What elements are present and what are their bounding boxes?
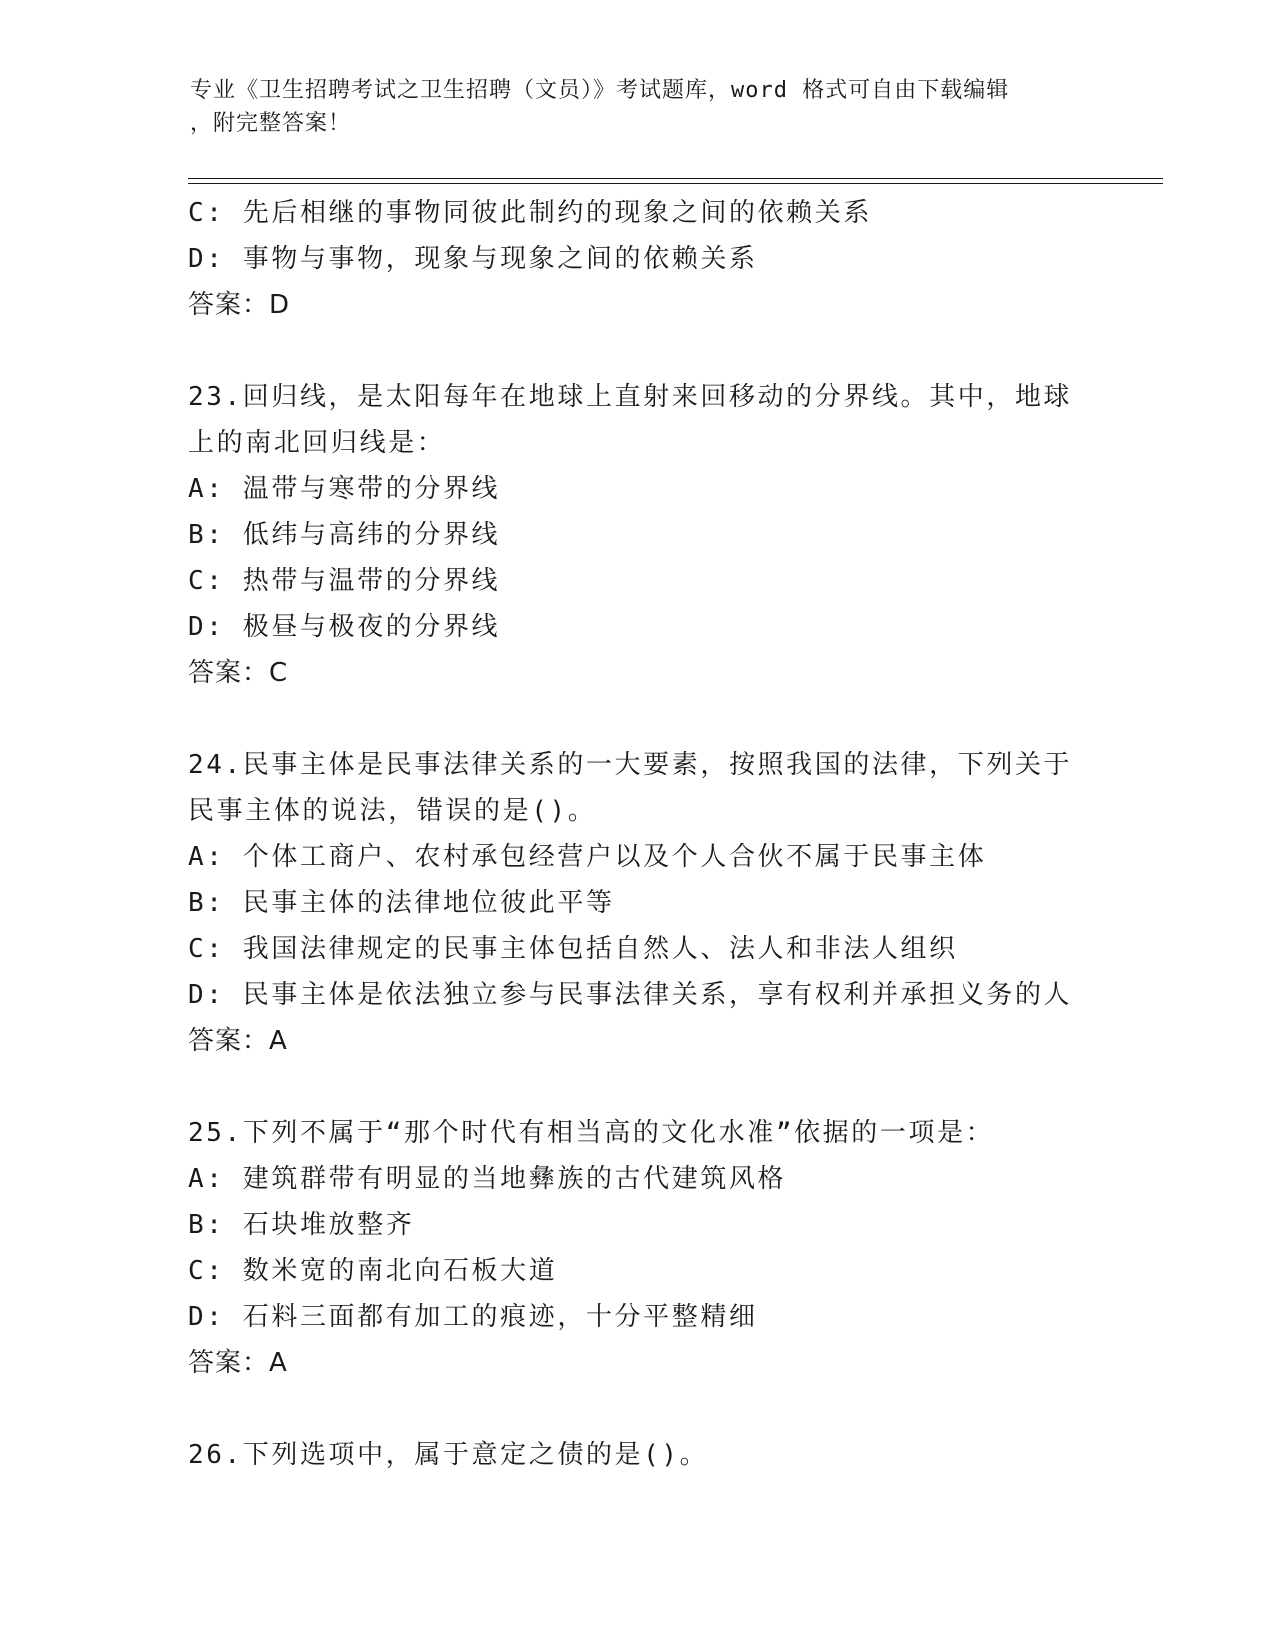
option-d: D: 民事主体是依法独立参与民事法律关系，享有权利并承担义务的人 — [188, 980, 1073, 1010]
question-stem: 24.民事主体是民事法律关系的一大要素，按照我国的法律，下列关于 — [188, 750, 1073, 780]
answer-line: 答案：C — [188, 658, 289, 688]
question-content — [188, 190, 1108, 1478]
header-divider-top — [188, 178, 1163, 179]
question-stem: 23.回归线，是太阳每年在地球上直射来回移动的分界线。其中，地球 — [188, 382, 1073, 412]
option-b: B: 石块堆放整齐 — [188, 1210, 415, 1240]
option-a: A: 温带与寒带的分界线 — [188, 474, 501, 504]
header-title-line2: ，附完整答案！ — [190, 111, 352, 136]
option-c: C: 我国法律规定的民事主体包括自然人、法人和非法人组织 — [188, 934, 958, 964]
header-title-line1: 专业《卫生招聘考试之卫生招聘（文员）》考试题库，word 格式可自由下载编辑 — [190, 78, 1010, 103]
spacer — [188, 1386, 1108, 1432]
option-c: C: 数米宽的南北向石板大道 — [188, 1256, 558, 1286]
question-stem-continued: 民事主体的说法，错误的是()。 — [188, 796, 597, 826]
prev-question — [188, 190, 1108, 328]
spacer — [188, 328, 1108, 374]
option-d: D: 事物与事物，现象与现象之间的依赖关系 — [188, 244, 758, 274]
spacer — [188, 1064, 1108, 1110]
option-d: D: 极昼与极夜的分界线 — [188, 612, 501, 642]
question-stem-continued: 上的南北回归线是： — [188, 428, 446, 458]
page-header — [190, 74, 1090, 140]
option-a: A: 个体工商户、农村承包经营户以及个人合伙不属于民事主体 — [188, 842, 987, 872]
question-stem: 25.下列不属于“那个时代有相当高的文化水准”依据的一项是： — [188, 1118, 995, 1148]
question-26 — [188, 1432, 1108, 1478]
header-divider-bottom — [188, 183, 1163, 184]
answer-line: 答案：A — [188, 1348, 288, 1378]
question-25 — [188, 1110, 1108, 1386]
option-c: C: 热带与温带的分界线 — [188, 566, 501, 596]
question-stem: 26.下列选项中，属于意定之债的是()。 — [188, 1440, 709, 1470]
option-b: B: 低纬与高纬的分界线 — [188, 520, 501, 550]
question-24 — [188, 742, 1108, 1064]
answer-line: 答案：D — [188, 290, 291, 320]
option-d: D: 石料三面都有加工的痕迹，十分平整精细 — [188, 1302, 758, 1332]
question-23 — [188, 374, 1108, 696]
option-c: C: 先后相继的事物同彼此制约的现象之间的依赖关系 — [188, 198, 872, 228]
option-b: B: 民事主体的法律地位彼此平等 — [188, 888, 615, 918]
spacer — [188, 696, 1108, 742]
answer-line: 答案：A — [188, 1026, 288, 1056]
option-a: A: 建筑群带有明显的当地彝族的古代建筑风格 — [188, 1164, 787, 1194]
